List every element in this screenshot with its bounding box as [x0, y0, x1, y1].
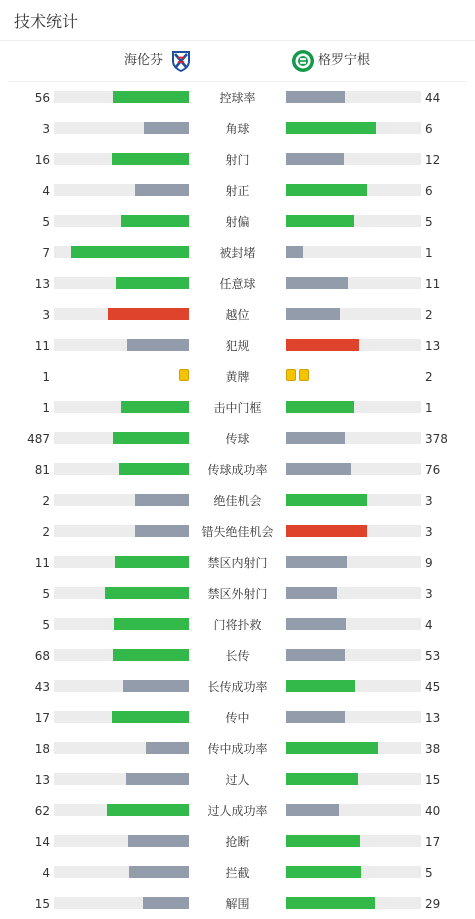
home-bar-fill [121, 401, 189, 413]
away-value: 4 [425, 618, 433, 632]
away-value: 45 [425, 680, 441, 694]
home-bar-fill [135, 525, 189, 537]
home-value: 5 [42, 618, 50, 632]
stat-row [0, 826, 475, 857]
stat-row [0, 82, 475, 113]
home-bar-fill [113, 91, 189, 103]
away-bar-fill [286, 215, 354, 227]
stat-label: 传球成功率 [207, 463, 268, 477]
away-bar-track [286, 742, 421, 754]
home-value: 1 [42, 370, 50, 384]
home-bar-track [54, 525, 189, 537]
stat-label: 黄牌 [225, 370, 250, 384]
away-bar-track [286, 587, 421, 599]
away-value: 12 [425, 153, 441, 167]
away-bar-fill [286, 308, 340, 320]
home-bar-track [54, 494, 189, 506]
stat-label: 犯规 [225, 339, 250, 353]
yellow-card-icon [286, 369, 296, 381]
stat-label: 射偏 [225, 215, 250, 229]
stat-row [0, 423, 475, 454]
home-bar-track [54, 866, 189, 878]
home-value: 4 [42, 184, 50, 198]
home-bar-track [54, 804, 189, 816]
home-value: 11 [34, 556, 50, 570]
home-value: 11 [34, 339, 50, 353]
home-bar-track [54, 432, 189, 444]
home-bar-track [54, 711, 189, 723]
away-value: 15 [425, 773, 441, 787]
home-bar-fill [116, 277, 189, 289]
away-bar-fill [286, 897, 375, 909]
away-bar-track [286, 711, 421, 723]
home-bar-fill [112, 153, 189, 165]
home-bar-track [54, 835, 189, 847]
away-bar-track [286, 153, 421, 165]
home-team[interactable] [124, 49, 193, 73]
away-bar-fill [286, 680, 355, 692]
stat-label: 解围 [225, 897, 250, 911]
heerenveen-crest-icon [169, 49, 193, 73]
away-team-name: 格罗宁根 [318, 53, 371, 68]
away-value: 13 [425, 339, 441, 353]
home-bar-track [54, 122, 189, 134]
away-bar-track [286, 556, 421, 568]
stat-row [0, 888, 475, 919]
home-bar-track [54, 587, 189, 599]
away-value: 40 [425, 804, 441, 818]
home-value: 2 [42, 525, 50, 539]
home-bar-track [54, 773, 189, 785]
home-value: 7 [42, 246, 50, 260]
home-bar-track [54, 308, 189, 320]
away-value: 44 [425, 91, 441, 105]
stat-label: 角球 [225, 122, 250, 136]
away-bar-fill [286, 401, 354, 413]
home-value: 3 [42, 122, 50, 136]
stat-row [0, 206, 475, 237]
yellow-card-icon [299, 369, 309, 381]
away-value: 1 [425, 401, 433, 415]
stat-label: 击中门框 [213, 401, 262, 415]
away-bar-track [286, 866, 421, 878]
home-bar-fill [144, 122, 189, 134]
away-value: 3 [425, 494, 433, 508]
home-bar-track [54, 215, 189, 227]
stat-row [0, 547, 475, 578]
home-value: 2 [42, 494, 50, 508]
stat-label: 禁区内射门 [207, 556, 268, 570]
away-bar-fill [286, 711, 345, 723]
stat-row [0, 392, 475, 423]
away-bar-track [286, 680, 421, 692]
away-bar-track [286, 277, 421, 289]
home-value: 18 [34, 742, 50, 756]
home-bar-fill [135, 494, 189, 506]
away-bar-fill [286, 866, 361, 878]
away-value: 38 [425, 742, 441, 756]
home-bar-track [54, 649, 189, 661]
team-header [8, 41, 467, 82]
away-bar-fill [286, 122, 376, 134]
away-bar-track [286, 401, 421, 413]
stat-row [0, 733, 475, 764]
home-bar-track [54, 897, 189, 909]
away-bar-track [286, 773, 421, 785]
stat-label: 越位 [225, 308, 250, 322]
stat-row [0, 237, 475, 268]
away-value: 2 [425, 370, 433, 384]
home-bar-track [54, 556, 189, 568]
stat-row [0, 361, 475, 392]
yellow-card-icon [179, 369, 189, 381]
stat-row [0, 175, 475, 206]
away-bar-track [286, 91, 421, 103]
stat-label: 射门 [225, 153, 250, 167]
away-value: 11 [425, 277, 441, 291]
stat-label: 抢断 [225, 835, 250, 849]
away-bar-fill [286, 463, 351, 475]
away-bar-track [286, 897, 421, 909]
away-bar-track [286, 308, 421, 320]
away-bar-track [286, 463, 421, 475]
stat-row [0, 609, 475, 640]
stat-row [0, 516, 475, 547]
stat-label: 拦截 [225, 866, 250, 880]
home-bar-track [54, 742, 189, 754]
away-bar-fill [286, 339, 359, 351]
away-value: 5 [425, 866, 433, 880]
stat-row [0, 330, 475, 361]
home-bar-track [54, 401, 189, 413]
home-bar-fill [129, 866, 189, 878]
away-value: 29 [425, 897, 441, 911]
away-value: 17 [425, 835, 441, 849]
stat-label: 过人 [225, 773, 250, 787]
home-bar-track [54, 680, 189, 692]
home-bar-fill [113, 432, 189, 444]
home-bar-fill [107, 804, 189, 816]
home-value: 17 [34, 711, 50, 725]
stat-row [0, 485, 475, 516]
away-bar-track [286, 649, 421, 661]
home-bar-fill [121, 215, 189, 227]
home-bar-fill [112, 711, 189, 723]
home-value: 68 [34, 649, 50, 663]
away-bar-fill [286, 742, 378, 754]
stat-label: 射正 [225, 184, 250, 198]
away-value: 5 [425, 215, 433, 229]
away-bar-fill [286, 153, 344, 165]
stat-label: 长传成功率 [207, 680, 268, 694]
away-bar-fill [286, 773, 358, 785]
away-bar-fill [286, 556, 347, 568]
away-bar-fill [286, 432, 345, 444]
home-team-name: 海伦芬 [124, 53, 164, 68]
away-bar-fill [286, 91, 345, 103]
away-value: 76 [425, 463, 441, 477]
home-value: 81 [34, 463, 50, 477]
stat-row [0, 640, 475, 671]
stat-label: 门将扑救 [213, 618, 262, 632]
home-bar-fill [105, 587, 189, 599]
stat-label: 传中成功率 [207, 742, 268, 756]
home-value: 1 [42, 401, 50, 415]
away-value: 53 [425, 649, 441, 663]
away-bar-track [286, 835, 421, 847]
away-bar-track [286, 246, 421, 258]
home-bar-track [54, 463, 189, 475]
away-bar-fill [286, 835, 360, 847]
home-bar-fill [143, 897, 189, 909]
away-bar-fill [286, 525, 367, 537]
home-bar-fill [114, 618, 189, 630]
stat-label: 传中 [225, 711, 250, 725]
home-bar-track [54, 246, 189, 258]
home-bar-fill [146, 742, 189, 754]
stat-label: 长传 [225, 649, 250, 663]
away-bar-track [286, 184, 421, 196]
stat-row [0, 857, 475, 888]
away-bar-fill [286, 649, 345, 661]
away-yellow-cards [286, 369, 309, 381]
away-bar-fill [286, 494, 367, 506]
stat-row [0, 671, 475, 702]
stat-row [0, 764, 475, 795]
away-value: 1 [425, 246, 433, 260]
home-yellow-cards [179, 369, 189, 381]
stat-row [0, 454, 475, 485]
home-bar-track [54, 277, 189, 289]
stat-row [0, 144, 475, 175]
stat-label: 错失绝佳机会 [201, 525, 274, 539]
home-bar-fill [115, 556, 189, 568]
home-bar-fill [127, 339, 189, 351]
home-value: 56 [34, 91, 50, 105]
stat-row [0, 268, 475, 299]
away-value: 378 [425, 432, 448, 446]
away-bar-track [286, 525, 421, 537]
away-team[interactable] [291, 49, 370, 73]
home-bar-fill [119, 463, 189, 475]
home-bar-track [54, 339, 189, 351]
away-bar-track [286, 215, 421, 227]
home-value: 14 [34, 835, 50, 849]
home-bar-fill [126, 773, 189, 785]
away-bar-track [286, 804, 421, 816]
home-bar-track [54, 184, 189, 196]
away-bar-fill [286, 587, 337, 599]
stat-row [0, 299, 475, 330]
home-bar-fill [108, 308, 189, 320]
stat-label: 过人成功率 [207, 804, 268, 818]
stat-label: 任意球 [219, 277, 256, 291]
stat-row [0, 578, 475, 609]
away-bar-track [286, 122, 421, 134]
away-bar-track [286, 618, 421, 630]
away-bar-fill [286, 618, 346, 630]
stat-label: 控球率 [219, 91, 256, 105]
away-value: 3 [425, 587, 433, 601]
home-value: 62 [34, 804, 50, 818]
away-bar-fill [286, 804, 339, 816]
stat-label: 传球 [225, 432, 250, 446]
home-value: 13 [34, 277, 50, 291]
away-bar-fill [286, 246, 303, 258]
away-value: 13 [425, 711, 441, 725]
away-value: 3 [425, 525, 433, 539]
home-value: 3 [42, 308, 50, 322]
stat-row [0, 113, 475, 144]
groningen-crest-icon [291, 49, 315, 73]
home-value: 15 [34, 897, 50, 911]
away-bar-track [286, 432, 421, 444]
away-bar-track [286, 339, 421, 351]
home-bar-fill [71, 246, 189, 258]
stat-row [0, 795, 475, 826]
home-bar-fill [128, 835, 189, 847]
home-bar-fill [113, 649, 189, 661]
away-value: 6 [425, 122, 433, 136]
away-value: 2 [425, 308, 433, 322]
home-value: 43 [34, 680, 50, 694]
stat-label: 禁区外射门 [207, 587, 268, 601]
home-value: 4 [42, 866, 50, 880]
home-value: 5 [42, 215, 50, 229]
page-title: 技术统计 [14, 12, 79, 31]
stat-row [0, 702, 475, 733]
away-bar-fill [286, 184, 367, 196]
home-value: 487 [27, 432, 50, 446]
home-value: 16 [34, 153, 50, 167]
home-bar-track [54, 91, 189, 103]
home-value: 13 [34, 773, 50, 787]
away-bar-fill [286, 277, 348, 289]
stats-title-bar [0, 0, 475, 41]
away-value: 9 [425, 556, 433, 570]
home-value: 5 [42, 587, 50, 601]
home-bar-fill [123, 680, 189, 692]
home-bar-track [54, 153, 189, 165]
home-bar-fill [135, 184, 189, 196]
stat-label: 绝佳机会 [213, 494, 262, 508]
away-value: 6 [425, 184, 433, 198]
away-bar-track [286, 494, 421, 506]
stat-label: 被封堵 [219, 246, 256, 260]
home-bar-track [54, 618, 189, 630]
